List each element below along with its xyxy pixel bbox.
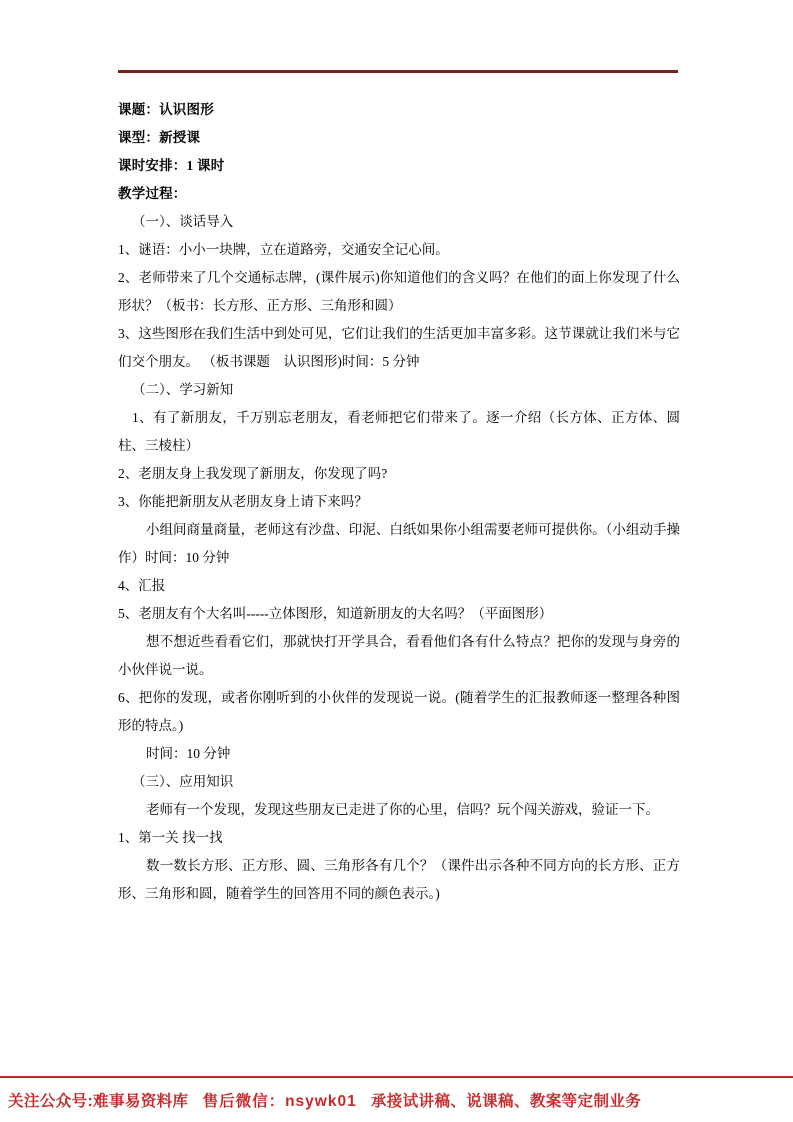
paragraph-6: 2、老朋友身上我发现了新朋友，你发现了吗? xyxy=(118,466,388,481)
paragraph-14: （三）、应用知识 xyxy=(132,774,234,789)
footer-segment-wechat: 售后微信：nsywk01 xyxy=(202,1093,357,1110)
paragraph-10: 5、老朋友有个大名叫-----立体图形，知道新朋友的大名吗？（平面图形） xyxy=(118,606,553,621)
paragraph-11: 想不想近些看看它们，那就快打开学具合，看看他们各有什么特点？把你的发现与身旁的小伙伴说一说。 xyxy=(118,634,680,677)
field-schedule xyxy=(118,152,680,180)
document-body xyxy=(118,96,680,908)
footer-segment-services: 承接试讲稿、说课稿、教案等定制业务 xyxy=(370,1093,642,1110)
paragraph-0: （一）、谈话导入 xyxy=(132,214,234,229)
paragraph-4: （二）、学习新知 xyxy=(132,382,234,397)
paragraph-3: 3、这些图形在我们生活中到处可见，它们让我们的生活更加丰富多彩。这节课就让我们米与它们交个朋友。 （板书课题 认识图形)时间：5 分钟 xyxy=(118,326,680,369)
footer-banner xyxy=(0,1076,793,1122)
section-heading-process-label: 教学过程： xyxy=(118,186,187,201)
paragraph-13: 时间：10 分钟 xyxy=(146,746,231,761)
paragraph-8: 小组间商量商量，老师这有沙盘、印泥、白纸如果你小组需要老师可提供你。（小组动手操作）时间：10 分钟 xyxy=(118,522,680,565)
field-lesson-type-label: 课型： xyxy=(118,130,160,145)
field-topic-value: 认识图形 xyxy=(159,102,214,117)
paragraph-12: 6、把你的发现，或者你刚听到的小伙伴的发现说一说。(随着学生的汇报教师逐一整理各种图形的特点。) xyxy=(118,690,680,733)
section-heading-process xyxy=(118,180,680,208)
paragraph-15: 老师有一个发现，发现这些朋友已走进了你的心里，信吗？玩个闯关游戏，验证一下。 xyxy=(146,802,659,817)
footer-segment-public-account: 关注公众号:难事易资料库 xyxy=(8,1093,189,1110)
field-topic-label: 课题： xyxy=(118,102,160,117)
field-lesson-type-value: 新授课 xyxy=(159,130,201,145)
paragraph-5: 1、有了新朋友，千万别忘老朋友，看老师把它们带来了。逐一介绍（长方体、正方体、圆柱、三棱柱） xyxy=(118,410,680,453)
paragraph-2: 2、老师带来了几个交通标志牌，(课件展示)你知道他们的含义吗？在他们的面上你发现了什么形状？（板书：长方形、正方形、三角形和圆） xyxy=(118,270,680,313)
field-topic xyxy=(118,96,680,124)
paragraph-7: 3、你能把新朋友从老朋友身上请下来吗？ xyxy=(118,494,368,509)
paragraph-9: 4、汇报 xyxy=(118,578,166,593)
paragraph-16: 1、第一关 找一找 xyxy=(118,830,223,845)
field-schedule-label: 课时安排： xyxy=(118,158,187,173)
field-lesson-type xyxy=(118,124,680,152)
field-schedule-value: 1 课时 xyxy=(186,158,225,173)
paragraph-17: 数一数长方形、正方形、圆、三角形各有几个？（课件出示各种不同方向的长方形、正方形、三角形和圆，随着学生的回答用不同的颜色表示。) xyxy=(118,858,680,901)
paragraph-1: 1、谜语：小小一块牌，立在道路旁，交通安全记心间。 xyxy=(118,242,449,257)
footer-text xyxy=(8,1089,641,1111)
header-rule xyxy=(118,70,678,73)
